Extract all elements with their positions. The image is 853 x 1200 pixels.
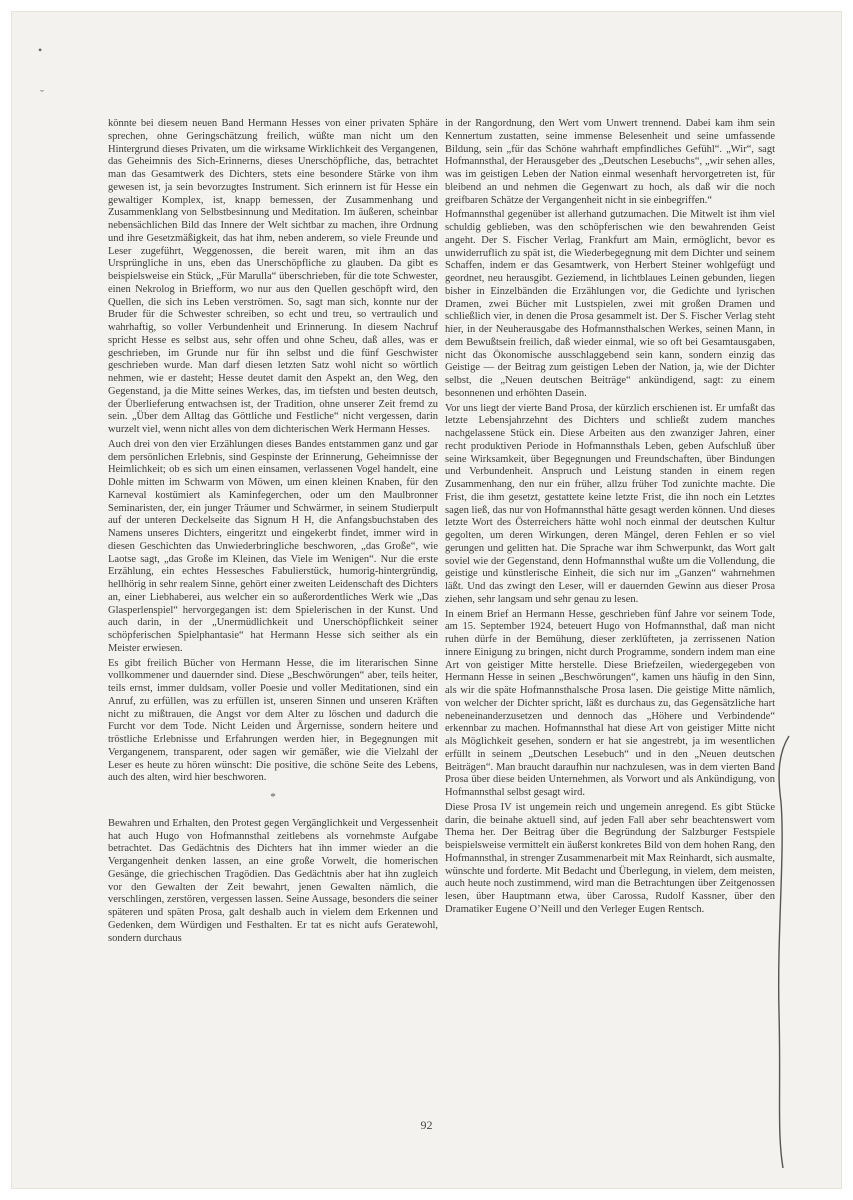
paragraph: Es gibt freilich Bücher von Hermann Hesse, die im literarischen Sinne vollkommener und dauernder sind. Diese „Beschwörungen“ aber, teils heiter, teils ernst, immer duldsam, voller Poesie und voller Meditationen, sind ein Anruf, zu erfüllen, was zu erfüllen ist, unseren Sinnen und unseren Kräften nicht zu mißtrauen, die Angst vor dem Alter zu löschen und dadurch die Furcht vor dem Tode. Nicht Leiden und Ärgernisse, sondern heitere und tröstliche Erlebnisse und Erfahrungen werden hier, in Begegnungen mit Vergangenem, transparent, oder sagen wir gemäßer, wie die Vielzahl der Leser es heute zu hören wünscht: Die positive, die schöne Seite des Lebens, auch des alten, wird hier beschworen. — [108, 657, 438, 784]
page-number: 92 — [420, 1118, 433, 1132]
paragraph: in der Rangordnung, den Wert vom Unwert trennend. Dabei kam ihm sein Kennertum zustatten, seine immense Belesenheit und seine umfassende Bildung, sein „für das Schöne wahrhaft empfindliches Gefühl“. „Wir“, sagt Hofmannsthal, der Herausgeber des „Deutschen Lesebuchs“, „wir sehen alles, was im geistigen Leben der Nation einmal wesenhaft hervorgetreten ist, für bleibend an und nehmen die Gegenwart zu hoch, als daß wir die noch greifbaren Schätze der Vergangenheit nicht in sie einbegriffen.“ — [445, 118, 775, 206]
paragraph: Bewahren und Erhalten, den Protest gegen Vergänglichkeit und Vergessenheit hat auch Hugo von Hofmannsthal zeitlebens als vornehmste Aufgabe betrachtet. Das Gedächtnis des Dichters hat ihn immer wieder an die Vergangenheit denken lassen, an eine große Vorwelt, die homerischen Gesänge, die griechischen Tragödien. Das Gedächtnis aber hat ihn zugleich vor den Gewalten der Zeit bewahrt, jenen Gewalten nämlich, die verschlingen, zerstören, vergessen lassen. Seine Aussage, besonders die seiner späteren und späten Prosa, galt deshalb auch in vielem dem Erkennen und Gedenken, dem Würdigen und Festhalten. Er tat es nicht aufs Geratewohl, sondern durchaus — [108, 817, 438, 944]
paragraph: Hofmannsthal gegenüber ist allerhand gutzumachen. Die Mitwelt ist ihm viel schuldig geblieben, was den schöpferischen wie den bewahrenden Geist angeht. Der S. Fischer Verlag, Frankfurt am Main, ermöglicht, bevor es unwiderruflich zu spät ist, die Wiederbegegnung mit dem Dichter und seinem Schaffen, indem er das Gesamtwerk, von Herbert Steiner wohlgefügt und geordnet, neu herausgibt. Geziemend, in lichtblaues Leinen gebunden, liegen bisher in Einzelbänden die Erzählungen vor, die Gedichte und lyrischen Dramen, zwei Bücher mit Lustspielen, zwei mit großen Dramen und schließlich vier, in denen die Prosa gesammelt ist. Der S. Fischer Verlag steht hier, in der Neuherausgabe des Hofmannsthalschen Werkes, seinen Mann, in dem Bewußtsein freilich, daß wieder einmal, wie so oft bei Gesamtausgaben, nicht das Ökonomische ausschlaggebend sein kann, sondern einzig das Geistige — der Beitrag zum geistigen Leben der Nation, ja, wie der Dichter selbst, die „Neuen deutschen Beiträge“ ankündigend, sagt: zu einem besonnenen und erhöhten Dasein. — [445, 209, 775, 399]
paragraph: könnte bei diesem neuen Band Hermann Hesses von einer privaten Sphäre sprechen, ohne Geringschätzung freilich, wüßte man nicht um den Hintergrund dieses Privaten, um die wirksame Wirklichkeit des Vergangenen, das Geheimnis des Sich-Erinnerns, dieses Unerschöpfliche, das, betrachtet man das Gesamtwerk des Dichters, stets eine besondere Stärke von ihm gewesen ist, ja sein bevorzugtes Instrument. Sich erinnern ist für Hesse ein gewaltiger Komplex, ist, knapp bemessen, der Zusammenhang und Zusammenklang von Selbstbesinnung und Meditation. Im äußeren, scheinbar nebensächlichen Bild das Innere der Welt sichtbar zu machen, ihre Ordnung und ihre Gesetzmäßigkeit, das hat ihm, neben anderem, so viele Freunde und Leser zugeführt, Weggenossen, die bereit waren, mit ihm an das Ursprüngliche in uns, eben das Unerschöpfliche zu glauben. Da gibt es beispielsweise ein Stück, „Für Marulla“ überschrieben, für die tote Schwester, einen Nekrolog in Briefform, wo nur aus den Quellen geschöpft wird, den Quellen, die sich ins Leben verströmen. So, sagt man sich, konnte nur der Bruder für die Schwester schreiben, so echt und treu, so vertraulich und wahrhaftig, so voller Verbundenheit und Erinnerung. In diesem Nachruf spricht Hesse es selbst aus, sehr offen und ohne Scheu, daß alles, was er geschrieben, im Grunde nur für ihn selbst und die fünf Geschwister geschrieben wurde. Man darf diesen letzten Satz wohl nicht so wörtlich nehmen, wie er dasteht; Hesse deutet damit den Aspekt an, den Weg, den Gegenstand, ja die Mitte seines Werkes, das, im tiefsten und besten deutsch, der Überlieferung entwachsen ist, der Tradition, ohne unserer Zeit fremd zu sein. „Über dem Alltag das Göttliche und Festliche“ nicht vergessen, darin wurzelt viel, wenn nicht alles von dem dichterischen Werk Hermann Hesses. — [108, 118, 438, 435]
margin-mark-second: ˘ — [40, 87, 44, 101]
section-separator: * — [270, 791, 276, 803]
margin-mark-top: • — [38, 43, 43, 57]
right-column — [445, 118, 775, 919]
paragraph: Vor uns liegt der vierte Band Prosa, der kürzlich erschienen ist. Er umfaßt das letzte Lebensjahrzehnt des Dichters und schließt zudem manches nachgelassene Stück ein. Diese Arbeiten aus den zwanziger Jahren, einer recht produktiven Periode in Hofmannsthals Leben, geben Aufschluß über seine Wirksamkeit, über Begegnungen und Freundschaften, über Bindungen und Verbundenheit. Anspruch und Leistung standen in einem regen Zusammenhang, den nur ein früher, allzu früher Tod zunichte machte. Die Frist, die ihm gesetzt, gestattete keine letzte Frist, die ihn noch ein Letztes sagen ließ, das nur von Hofmannsthal hätte gesagt werden können. Und dieses letzte Wort des Österreichers hätte wohl noch einmal der deutschen Kultur gegolten, um deren Wirkungen, deren Mängel, deren Fehlen er so viel gerungen und gelitten hat. Die Sprache war ihm Schwerpunkt, das Wort galt soviel wie der Gegenstand, denn Hofmannsthal wußte um die Vollendung, die geistige und künstlerische Einheit, die sich nur im „Ganzen“ wahrnehmen läßt. Und das zwingt den Leser, will er dauernden Gewinn aus dieser Prosa ziehen, sehr langsam und sehr genau zu lesen. — [445, 402, 775, 605]
paragraph: Auch drei von den vier Erzählungen dieses Bandes entstammen ganz und gar dem persönlichen Erlebnis, sind Gespinste der Erinnerung, Geheimnisse der Heimlichkeit; ob es sich um einen einsamen, verlassenen Vogel handelt, eine Dohle mitten im Schwarm von Möwen, um einen kleinen Knaben, für den Karneval kostümiert als Kaminfegerchen, oder um den Maulbronner Seminaristen, der, ein junger Träumer und Schwärmer, in seinem Studierpult auf der unteren Deckelseite das Signum H H, die Anfangsbuchstaben des Namens unseres Dichters, eingeritzt und eingekerbt findet, immer wird in diesen Geschichten das Unwiederbringliche beschworen, „das Große“, wie Laotse sagt, „das Große im Kleinen, das Viele im Wenigen“. Nur die erste Erzählung, ein echtes Hessesches Fabulierstück, humorig-hintergründig, hellhörig in sehr realem Sinne, gehört einer zweiten Leidenschaft des Dichters an, einer Liebhaberei, aus welcher ein so außerordentliches Werk wie „Das Glasperlenspiel“ hervorgegangen ist: dem Spielerischen in der Kunst. Und auch darin, in der „Unermüdlichkeit und Unerschöpflichkeit seiner schöpferischen Spielphantasie“ hat Hermann Hesse sich seither als ein Meister erwiesen. — [108, 438, 438, 654]
paragraph: In einem Brief an Hermann Hesse, geschrieben fünf Jahre vor seinem Tode, am 15. September 1924, beteuert Hugo von Hofmannsthal, daß man nicht ruhen dürfe in der Bemühung, dieser zerklüfteten, ja zerrissenen Nation innere Einigung zu bringen, nicht durch Programme, sondern indem man eine Art von geistiger Mitte herstelle. Diese Briefzeilen, wiedergegeben von Hermann Hesse in seinen „Beschwörungen“, kamen uns häufig in den Sinn, als wir die späte Hofmannsthalsche Prosa lasen. Die geistige Mitte nämlich, von welcher der Dichter spricht, läßt es durchaus zu, das Gegensätzliche hart nebeneinanderzusetzen und dennoch das „Höhere und Verbindende“ erkennbar zu machen. Hofmannsthal hat diese Art von geistiger Mitte nicht als Möglichkeit gesehen, sondern er hat sie angestrebt, ja im wesentlichen erfüllt in seinem „Deutschen Lesebuch“ und in den „Neuen deutschen Beiträgen“. Man braucht daraufhin nur nachzulesen, was in dem vierten Band Prosa über diese beiden Unternehmen, als Vorwort und als Ankündigung, von Hofmannsthal selbst gesagt wird. — [445, 608, 775, 798]
handwritten-margin-bracket — [771, 732, 801, 1172]
left-column — [108, 118, 438, 947]
paragraph: Diese Prosa IV ist ungemein reich und ungemein anregend. Es gibt Stücke darin, die beinahe aktuell sind, auf jeden Fall aber sehr beachtenswert vom Thema her. Der Beitrag über die Begründung der Salzburger Festspiele beispielsweise vermittelt ein äußerst konkretes Bild von dem hohen Rang, den Hofmannsthal, in strenger Zusammenarbeit mit Max Reinhardt, sich ausmalte, wünschte und forderte. Mit Bedacht und Überlegung, in vielem, dem meisten, auch heute noch zustimmend, wird man die Betrachtungen über Zeitgenossen lesen, über Hauptmann etwa, über Carossa, Rudolf Kassner, über den Dramatiker Eugene O’Neill und den Verleger Eugen Rentsch. — [445, 801, 775, 915]
